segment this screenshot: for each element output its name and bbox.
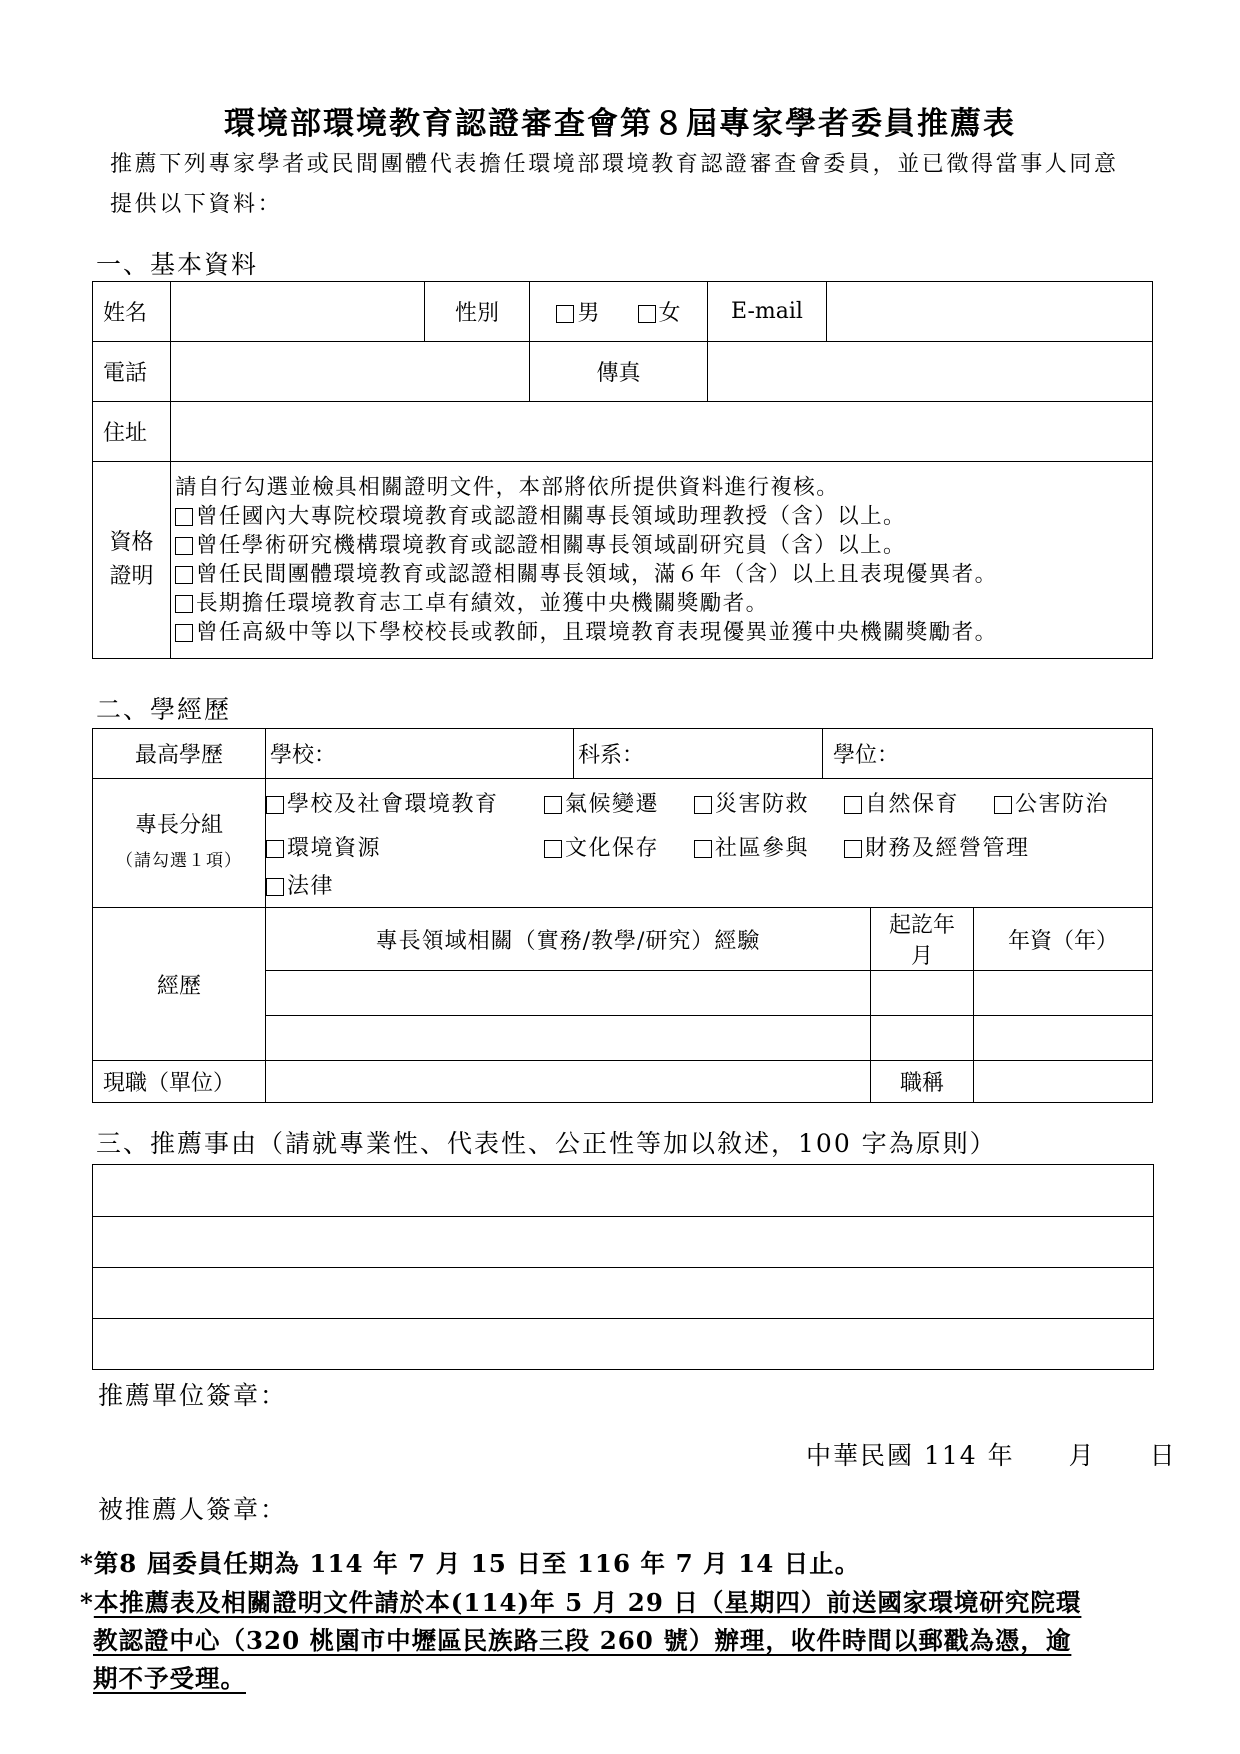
period-row-1-field[interactable] <box>871 971 974 1016</box>
qualification-instruction: 請自行勾選並檢具相關證明文件，本部將依所提供資料進行複核。 <box>175 475 840 500</box>
checkbox-specialty-1[interactable] <box>266 796 284 814</box>
period-column-header: 起訖年月 <box>871 908 974 971</box>
phone-label: 電話 <box>93 342 171 402</box>
specialty-option-8: 社區參與 <box>715 836 810 861</box>
checkbox-specialty-3[interactable] <box>694 796 712 814</box>
degree-label: 學位： <box>833 743 900 768</box>
qualification-option-4: 長期擔任環境教育志工卓有績效，並獲中央機關獎勵者。 <box>196 591 769 616</box>
reason-line-2[interactable] <box>93 1217 1154 1268</box>
specialty-option-10: 法律 <box>287 874 335 899</box>
experience-column-header: 專長領域相關（實務/教學/研究）經驗 <box>266 908 871 971</box>
specialty-option-4: 自然保育 <box>865 792 960 817</box>
checkbox-specialty-2[interactable] <box>544 796 562 814</box>
specialty-label: 專長分組 <box>134 812 223 838</box>
years-row-2-field[interactable] <box>974 1016 1153 1061</box>
experience-row-1-field[interactable] <box>266 971 871 1016</box>
checkbox-qualification-1[interactable] <box>175 508 193 526</box>
nominee-signature: 被推薦人簽章： <box>98 1495 288 1524</box>
qualification-options <box>171 462 1153 659</box>
checkbox-specialty-7[interactable] <box>544 840 562 858</box>
intro-text-line-2: 提供以下資料： <box>110 192 283 217</box>
address-field[interactable] <box>171 402 1153 462</box>
checkbox-male[interactable] <box>556 305 574 323</box>
specialty-option-2: 氣候變遷 <box>565 792 660 817</box>
section-education-heading: 二、學經歷 <box>96 695 232 724</box>
specialty-option-6: 環境資源 <box>287 836 382 861</box>
email-field[interactable] <box>827 282 1153 342</box>
signature-date: 中華民國 114 年 月 日 <box>806 1441 1177 1470</box>
period-row-2-field[interactable] <box>871 1016 974 1061</box>
education-label: 最高學歷 <box>93 729 266 779</box>
recommending-unit-signature: 推薦單位簽章： <box>98 1381 288 1410</box>
basic-info-table <box>92 281 1153 659</box>
address-label: 住址 <box>93 402 171 462</box>
school-field[interactable] <box>266 729 574 779</box>
qualification-option-3: 曾任民間團體環境教育或認證相關專長領域，滿６年（含）以上且表現優異者。 <box>196 562 998 587</box>
checkbox-qualification-2[interactable] <box>175 537 193 555</box>
checkbox-specialty-6[interactable] <box>266 840 284 858</box>
reason-line-1[interactable] <box>93 1165 1154 1217</box>
note-submission-line-3: 期不予受理。 <box>93 1664 246 1693</box>
note-term: *第8 屆委員任期為 114 年 7 月 15 日至 116 年 7 月 14 日止。 <box>80 1549 861 1578</box>
note-submission-line-1: 本推薦表及相關證明文件請於本(114)年 5 月 29 日（星期四）前送國家環境研究院環 <box>93 1588 1082 1617</box>
specialty-options <box>266 779 1153 908</box>
current-job-label: 現職（單位） <box>93 1061 266 1103</box>
name-field[interactable] <box>171 282 425 342</box>
checkbox-qualification-4[interactable] <box>175 595 193 613</box>
specialty-option-5: 公害防治 <box>1015 792 1110 817</box>
checkbox-specialty-4[interactable] <box>844 796 862 814</box>
years-row-1-field[interactable] <box>974 971 1153 1016</box>
specialty-option-3: 災害防救 <box>715 792 810 817</box>
education-experience-table <box>92 728 1153 1103</box>
fax-field[interactable] <box>708 342 1153 402</box>
fax-label: 傳真 <box>530 342 708 402</box>
reason-line-4[interactable] <box>93 1319 1154 1370</box>
degree-field[interactable] <box>823 729 1153 779</box>
name-label: 姓名 <box>93 282 171 342</box>
school-label: 學校： <box>270 743 337 768</box>
specialty-label-cell <box>93 779 266 908</box>
job-title-label: 職稱 <box>871 1061 974 1103</box>
checkbox-specialty-5[interactable] <box>994 796 1012 814</box>
section-reason-heading: 三、推薦事由（請就專業性、代表性、公正性等加以敘述，100 字為原則） <box>96 1129 997 1158</box>
qualification-label-line-2: 證明 <box>109 564 154 589</box>
department-field[interactable] <box>574 729 823 779</box>
checkbox-qualification-3[interactable] <box>175 566 193 584</box>
qualification-label-line-1: 資格 <box>109 530 154 555</box>
years-column-header: 年資（年） <box>974 908 1153 971</box>
gender-label: 性別 <box>425 282 530 342</box>
qualification-option-5: 曾任高級中等以下學校校長或教師，且環境教育表現優異並獲中央機關獎勵者。 <box>196 620 998 645</box>
specialty-option-7: 文化保存 <box>565 836 660 861</box>
checkbox-female[interactable] <box>638 305 656 323</box>
specialty-option-9: 財務及經營管理 <box>865 836 1030 861</box>
job-title-field[interactable] <box>974 1061 1153 1103</box>
specialty-note: （請勾選１項） <box>116 850 242 871</box>
checkbox-specialty-10[interactable] <box>266 878 284 896</box>
gender-male-label: 男 <box>577 301 600 326</box>
intro-text-line-1: 推薦下列專家學者或民間團體代表擔任環境部環境教育認證審查會委員，並已徵得當事人同意 <box>110 152 1119 177</box>
gender-options <box>530 282 708 342</box>
note-submission-line-2: 教認證中心（320 桃園市中壢區民族路三段 260 號）辦理，收件時間以郵戳為憑，逾 <box>93 1626 1072 1655</box>
experience-label: 經歷 <box>93 908 266 1061</box>
note-submission: *本推薦表及相關證明文件請於本(114)年 5 月 29 日（星期四）前送國家環境研究院環 教認證中心（320 桃園市中壢區民族路三段 260 號）辦理，收件時間以郵戳為憑，逾 期不予受理。 <box>80 1588 1082 1693</box>
reason-table <box>92 1164 1154 1370</box>
email-label: E-mail <box>708 282 827 342</box>
qualification-option-1: 曾任國內大專院校環境教育或認證相關專長領域助理教授（含）以上。 <box>196 504 906 529</box>
checkbox-qualification-5[interactable] <box>175 624 193 642</box>
current-job-field[interactable] <box>266 1061 871 1103</box>
qualification-option-2: 曾任學術研究機構環境教育或認證相關專長領域副研究員（含）以上。 <box>196 533 906 558</box>
section-basic-info-heading: 一、基本資料 <box>96 250 259 279</box>
specialty-option-1: 學校及社會環境教育 <box>287 792 499 817</box>
checkbox-specialty-8[interactable] <box>694 840 712 858</box>
phone-field[interactable] <box>171 342 530 402</box>
checkbox-specialty-9[interactable] <box>844 840 862 858</box>
department-label: 科系： <box>578 743 645 768</box>
qualification-label <box>93 462 171 659</box>
form-title: 環境部環境教育認證審查會第８屆專家學者委員推薦表 <box>224 106 1016 142</box>
reason-line-3[interactable] <box>93 1268 1154 1319</box>
experience-row-2-field[interactable] <box>266 1016 871 1061</box>
gender-female-label: 女 <box>658 301 681 326</box>
